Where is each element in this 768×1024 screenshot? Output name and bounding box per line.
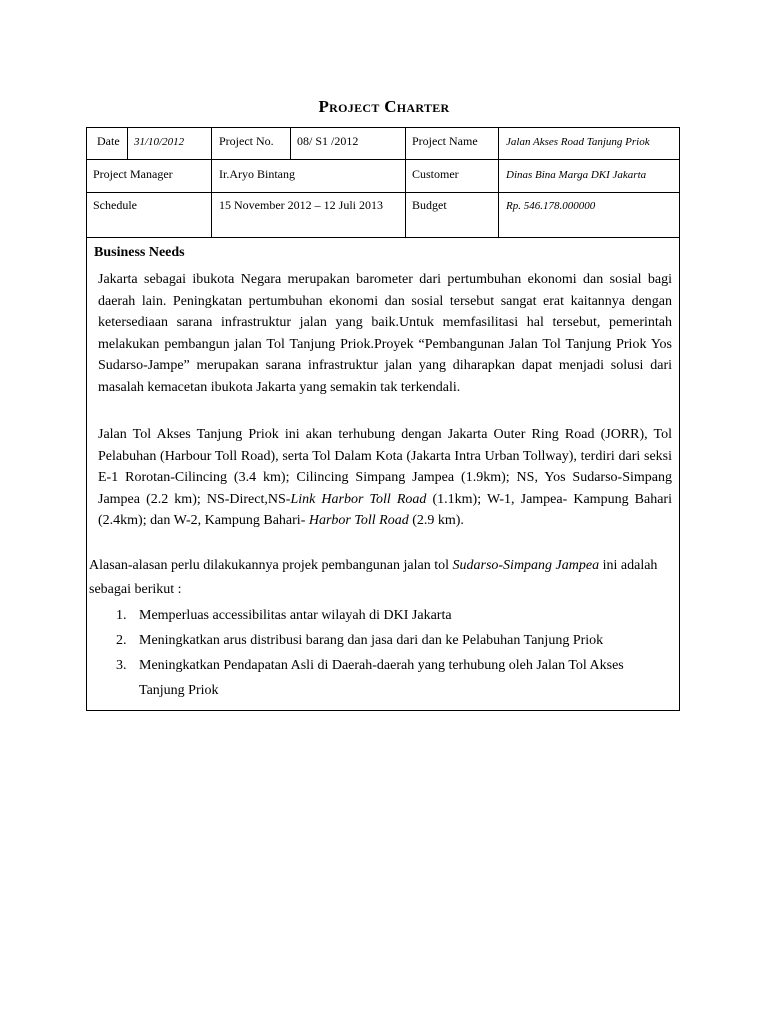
page-title: Project Charter	[318, 97, 450, 116]
list-item	[111, 603, 671, 628]
para3-italic: Sudarso-Simpang Jampea	[452, 558, 600, 573]
para3-text-a: Alasan-alasan perlu dilakukannya projek pembangunan jalan tol	[89, 558, 453, 573]
business-needs-paragraph-2	[98, 424, 672, 532]
customer-label: Customer	[412, 167, 459, 181]
row-divider	[87, 192, 679, 193]
business-needs-section	[86, 237, 680, 711]
customer-value: Dinas Bina Marga DKI Jakarta	[506, 169, 647, 181]
list-item-text: Meningkatkan arus distribusi barang dan jasa dari dan ke Pelabuhan Tanjung Priok	[139, 633, 604, 648]
col-divider	[498, 128, 499, 238]
list-item	[111, 653, 671, 703]
col-divider	[290, 128, 291, 159]
para2-text-c: (2.9 km).	[408, 513, 464, 528]
manager-value: Ir.Aryo Bintang	[219, 167, 295, 181]
col-divider	[127, 128, 128, 159]
project-no-label: Project No.	[219, 134, 274, 148]
list-item-number: 1.	[116, 608, 127, 623]
para2-italic-1: Link Harbor Toll Road	[290, 491, 427, 507]
budget-value: Rp. 546.178.000000	[506, 200, 596, 212]
col-divider	[211, 128, 212, 238]
list-item-number: 3.	[116, 658, 127, 673]
para3-text-b: ini adalah sebagai berikut :	[89, 558, 658, 597]
project-info-table	[86, 127, 680, 238]
project-name-value: Jalan Akses Road Tanjung Priok	[506, 136, 650, 148]
business-needs-heading: Business Needs	[94, 245, 185, 260]
date-value: 31/10/2012	[134, 136, 185, 148]
list-item-text: Memperluas accessibilitas antar wilayah di DKI Jakarta	[139, 608, 452, 623]
list-item-text: Meningkatkan Pendapatan Asli di Daerah-daerah yang terhubung oleh Jalan Tol Akses Tanjung Priok	[139, 658, 624, 698]
list-item-number: 2.	[116, 633, 127, 648]
manager-label: Project Manager	[93, 167, 173, 181]
business-needs-paragraph-1: Jakarta sebagai ibukota Negara merupakan barometer dari pertumbuhan ekonomi dan sosial bagi daerah lain. Peningkatan pertumbuhan ekonomi dan sosial tersebut sangat erat kaitannya dengan ketersediaan sarana infrastruktur jalan yang baik.Untuk memfasilitasi hal tersebut, pemerintah melakukan pembangun jalan Tol Tanjung Priok.Proyek “Pembangunan Jalan Tol Tanjung Priok Yos Sudarso-Jampe” merupakan sarana infrastruktur jalan yang diharapkan dapat menjadi solusi dari masalah kemacetan ibukota Jakarta yang semakin tak terkendali.	[98, 272, 672, 395]
business-needs-paragraph-3	[89, 554, 673, 602]
col-divider	[405, 128, 406, 238]
project-no-value: 08/ S1 /2012	[297, 134, 359, 148]
schedule-label: Schedule	[93, 198, 137, 212]
para2-text-a: Jalan Tol Akses Tanjung Priok ini akan terhubung dengan Jakarta Outer Ring Road (JORR), Tol Pelabuhan (Harbour Toll Road), serta Tol Dalam Kota (Jakarta Intra Urban Tollway), terdiri dari seksi E-1 Rorotan-Cilincing (3.4 km); Cilincing Simpang Jampea (1.9km); NS, Yos Sudarso-Simpang Jampea (2.2 km); NS-Direct,NS-	[98, 427, 672, 507]
row-divider	[87, 159, 679, 160]
schedule-value: 15 November 2012 – 12 Juli 2013	[219, 198, 383, 212]
project-name-label: Project Name	[412, 134, 478, 148]
list-item	[111, 628, 671, 653]
date-label: Date	[97, 134, 120, 148]
budget-label: Budget	[412, 198, 447, 212]
para2-italic-2: Harbor Toll Road	[308, 513, 409, 528]
reasons-list	[111, 603, 671, 703]
para2-text-b: (1.1km); W-1, Jampea- Kampung Bahari (2.4km); dan W-2, Kampung Bahari-	[98, 491, 672, 528]
